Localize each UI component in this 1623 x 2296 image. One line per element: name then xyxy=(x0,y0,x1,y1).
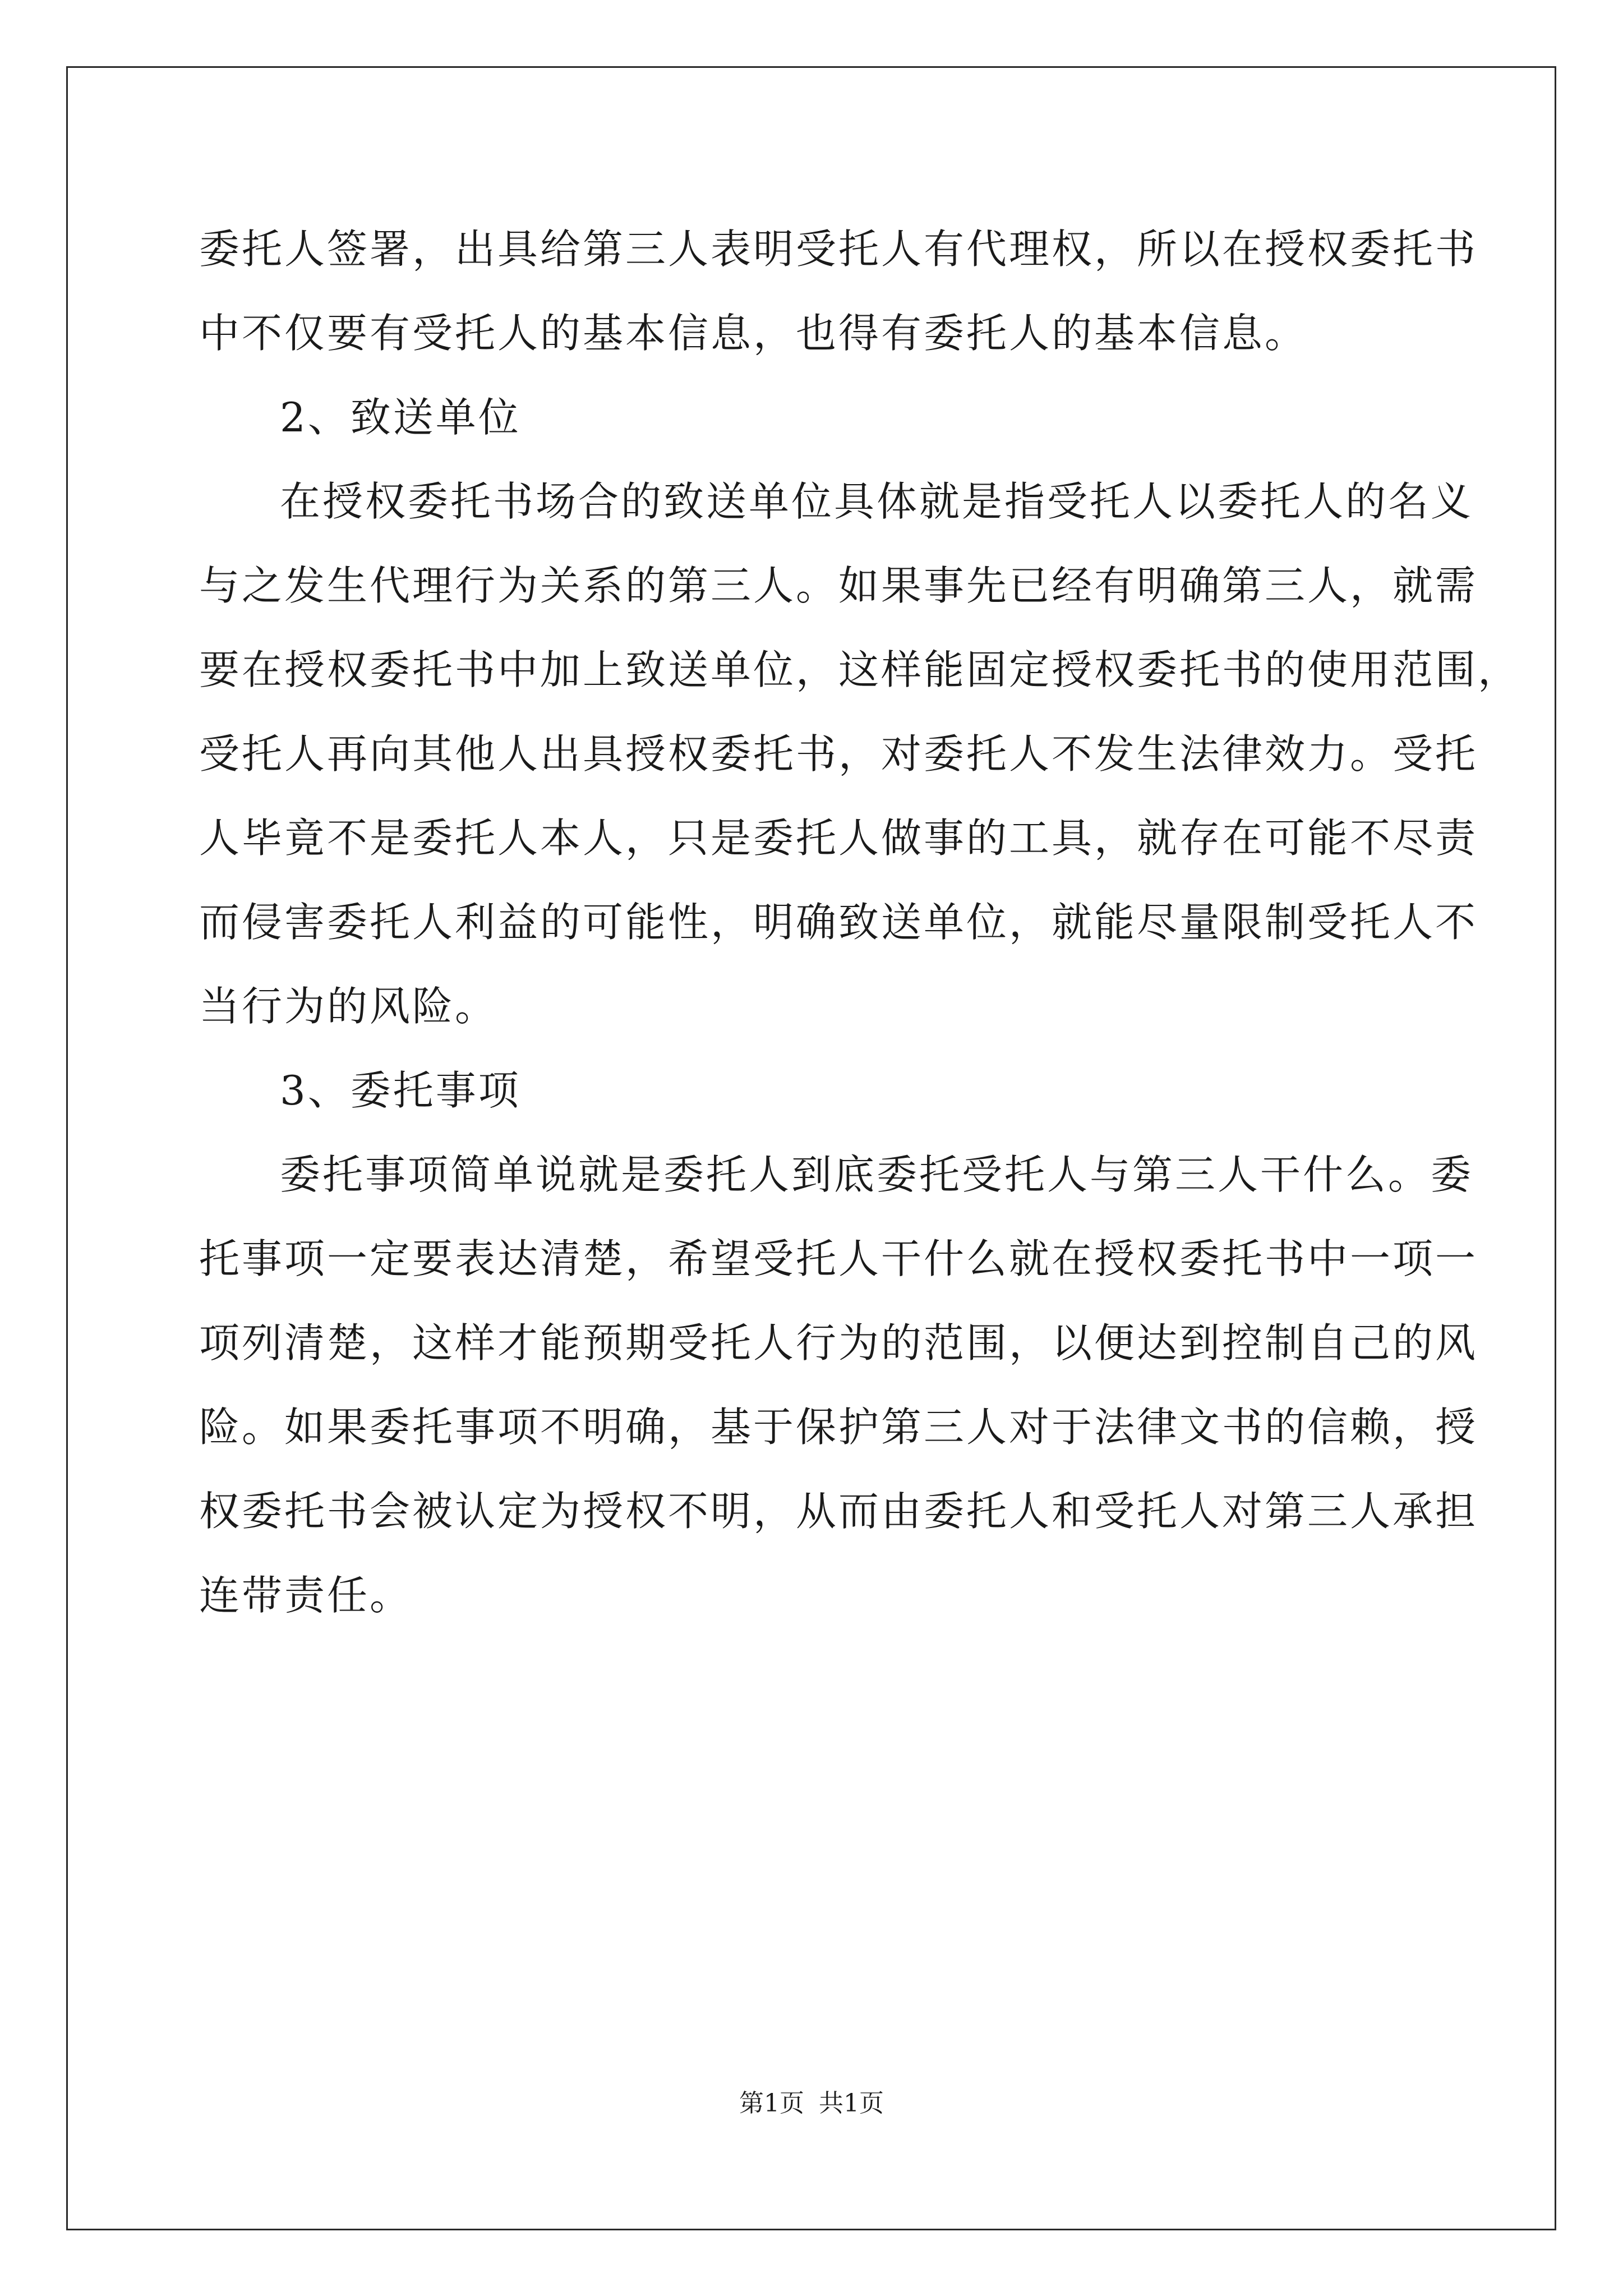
text-line: 连带责任。 xyxy=(199,1572,413,1619)
text-line: 与之发生代理行为关系的第三人。如果事先已经有明确第三人，就需 xyxy=(199,562,1478,609)
page-number-current: 第1页 xyxy=(739,2089,804,2118)
text-line: 委托事项简单说就是委托人到底委托受托人与第三人干什么。委 xyxy=(280,1151,1474,1198)
text-line: 托事项一定要表达清楚，希望受托人干什么就在授权委托书中一项一 xyxy=(199,1235,1478,1282)
document-body xyxy=(199,208,1521,1638)
text-line: 受托人再向其他人出具授权委托书，对委托人不发生法律效力。受托 xyxy=(199,730,1478,777)
text-line: 要在授权委托书中加上致送单位，这样能固定授权委托书的使用范围， xyxy=(199,646,1521,693)
text-line: 而侵害委托人利益的可能性，明确致送单位，就能尽量限制受托人不 xyxy=(199,899,1478,946)
section-heading: 2、致送单位 xyxy=(280,394,521,441)
text-line: 委托人签署，出具给第三人表明受托人有代理权，所以在授权委托书 xyxy=(199,226,1478,273)
text-line: 当行为的风险。 xyxy=(199,983,498,1030)
section-heading: 3、委托事项 xyxy=(280,1067,521,1114)
page-footer xyxy=(0,2087,1623,2120)
text-line: 权委托书会被认定为授权不明，从而由委托人和受托人对第三人承担 xyxy=(199,1488,1478,1535)
text-line: 项列清楚，这样才能预期受托人行为的范围，以便达到控制自己的风 xyxy=(199,1319,1478,1366)
text-line: 险。如果委托事项不明确，基于保护第三人对于法律文书的信赖，授 xyxy=(199,1404,1478,1451)
text-line: 人毕竟不是委托人本人，只是委托人做事的工具，就存在可能不尽责 xyxy=(199,815,1478,862)
text-line: 中不仅要有受托人的基本信息，也得有委托人的基本信息。 xyxy=(199,310,1308,357)
text-line: 在授权委托书场合的致送单位具体就是指受托人以委托人的名义 xyxy=(280,478,1474,525)
page-number-total: 共1页 xyxy=(819,2089,884,2118)
